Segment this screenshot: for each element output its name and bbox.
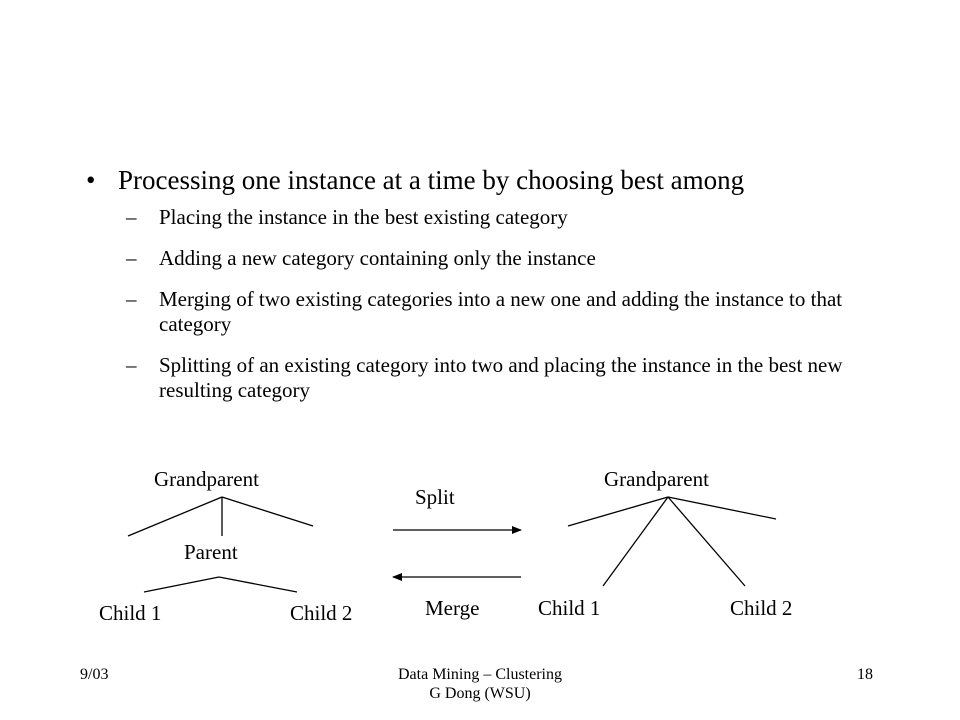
left-child1-label: Child 1 bbox=[99, 601, 162, 625]
sub-bullet-text: Merging of two existing categories into a new one and adding the instance to that category bbox=[159, 287, 843, 336]
sub-bullet-text: Splitting of an existing category into two and placing the instance in the best new resulting category bbox=[159, 353, 843, 402]
bullet-symbol: • bbox=[86, 165, 96, 195]
footer-page-number: 18 bbox=[857, 666, 873, 683]
main-bullet-text: Processing one instance at a time by choosing best among bbox=[118, 165, 745, 195]
merge-label: Merge bbox=[425, 596, 480, 620]
left-gp-edge-right bbox=[222, 497, 313, 526]
dash-symbol: – bbox=[126, 246, 137, 270]
footer-date: 9/03 bbox=[80, 666, 109, 683]
right-gp-edge-left bbox=[568, 497, 668, 526]
right-child2-label: Child 2 bbox=[730, 596, 793, 620]
right-child1-label: Child 1 bbox=[538, 596, 601, 620]
split-label: Split bbox=[415, 485, 455, 509]
dash-symbol: – bbox=[126, 287, 137, 311]
footer-title bbox=[330, 665, 630, 703]
left-grandparent-label: Grandparent bbox=[154, 467, 259, 491]
footer-title-line1: Data Mining – Clustering bbox=[398, 666, 562, 683]
left-child2-label: Child 2 bbox=[290, 601, 353, 625]
sub-bullet-text: Placing the instance in the best existing category bbox=[159, 205, 568, 229]
left-parent-edge-left bbox=[144, 577, 219, 592]
left-parent-edge-right bbox=[219, 577, 297, 592]
left-parent-label: Parent bbox=[184, 540, 238, 564]
sub-bullet-text: Adding a new category containing only the instance bbox=[159, 246, 596, 270]
dash-symbol: – bbox=[126, 353, 137, 377]
dash-symbol: – bbox=[126, 205, 137, 229]
footer-title-line2: G Dong (WSU) bbox=[429, 685, 531, 702]
right-grandparent-label: Grandparent bbox=[604, 467, 709, 491]
right-gp-edge-child1 bbox=[603, 497, 668, 586]
left-gp-edge-left bbox=[128, 497, 222, 536]
